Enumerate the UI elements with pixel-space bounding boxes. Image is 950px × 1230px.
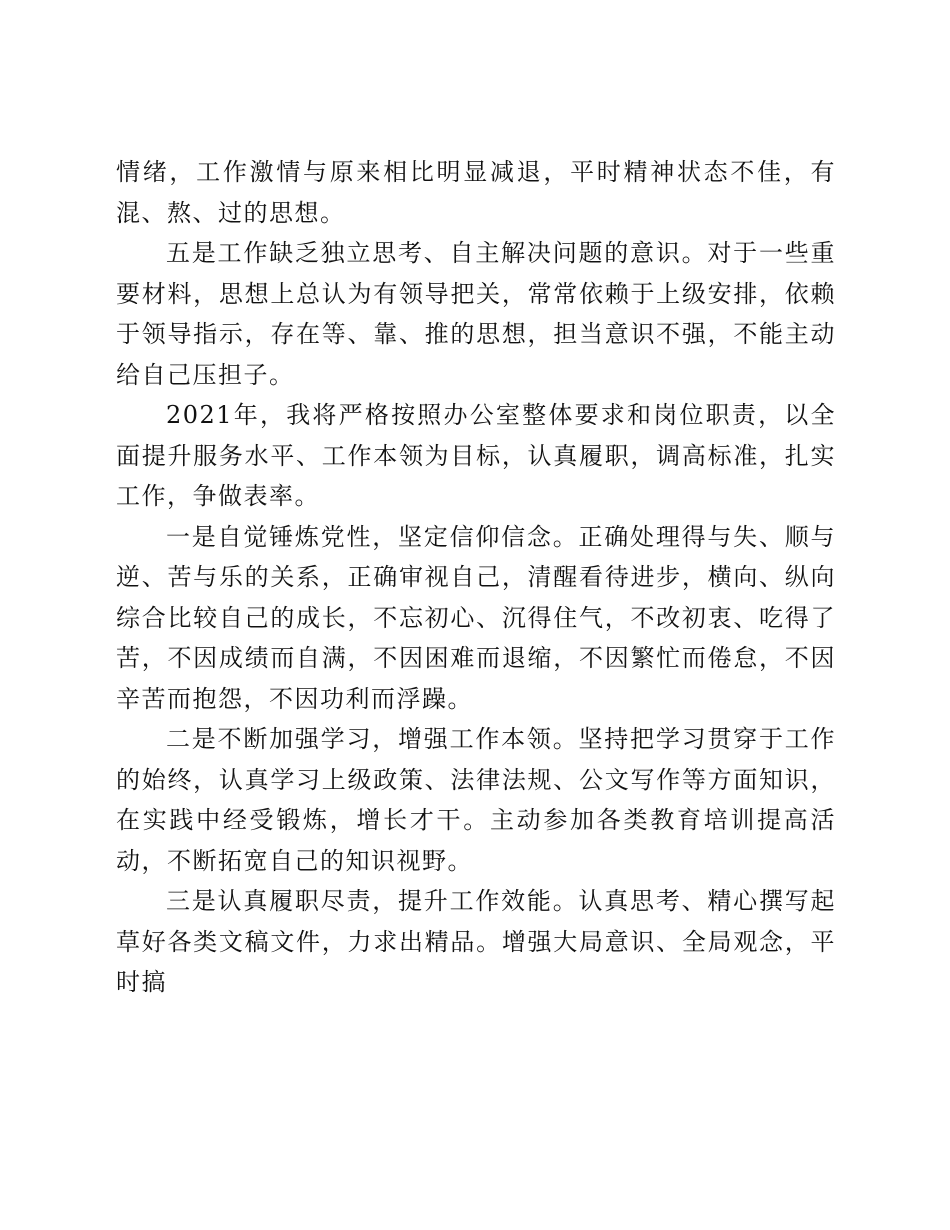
paragraph-continuation: 情绪，工作激情与原来相比明显减退，平时精神状态不佳，有混、熬、过的思想。	[116, 158, 836, 227]
paragraph-point-five: 五是工作缺乏独立思考、自主解决问题的意识。对于一些重要材料，思想上总认为有领导把关，常常依赖于上级安排，依赖于领导指示，存在等、靠、推的思想，担当意识不强，不能主动给自己压担子。	[116, 239, 836, 389]
paragraph-point-one: 一是自觉锤炼党性，坚定信仰信念。正确处理得与失、顺与逆、苦与乐的关系，正确审视自己，清醒看待进步，横向、纵向综合比较自己的成长，不忘初心、沉得住气，不改初衷、吃得了苦，不因成绩而自满，不因困难而退缩，不因繁忙而倦怠，不因辛苦而抱怨，不因功利而浮躁。	[116, 522, 836, 713]
paragraph-point-two: 二是不断加强学习，增强工作本领。坚持把学习贯穿于工作的始终，认真学习上级政策、法律法规、公文写作等方面知识，在实践中经受锻炼，增长才干。主动参加各类教育培训提高活动，不断拓宽自己的知识视野。	[116, 725, 836, 875]
paragraph-2021-plan: 2021年，我将严格按照办公室整体要求和岗位职责，以全面提升服务水平、工作本领为目标，认真履职，调高标准，扎实工作，争做表率。	[116, 401, 836, 510]
paragraph-point-three: 三是认真履职尽责，提升工作效能。认真思考、精心撰写起草好各类文稿文件，力求出精品。增强大局意识、全局观念，平时搞	[116, 887, 836, 996]
document-body	[116, 152, 836, 1003]
